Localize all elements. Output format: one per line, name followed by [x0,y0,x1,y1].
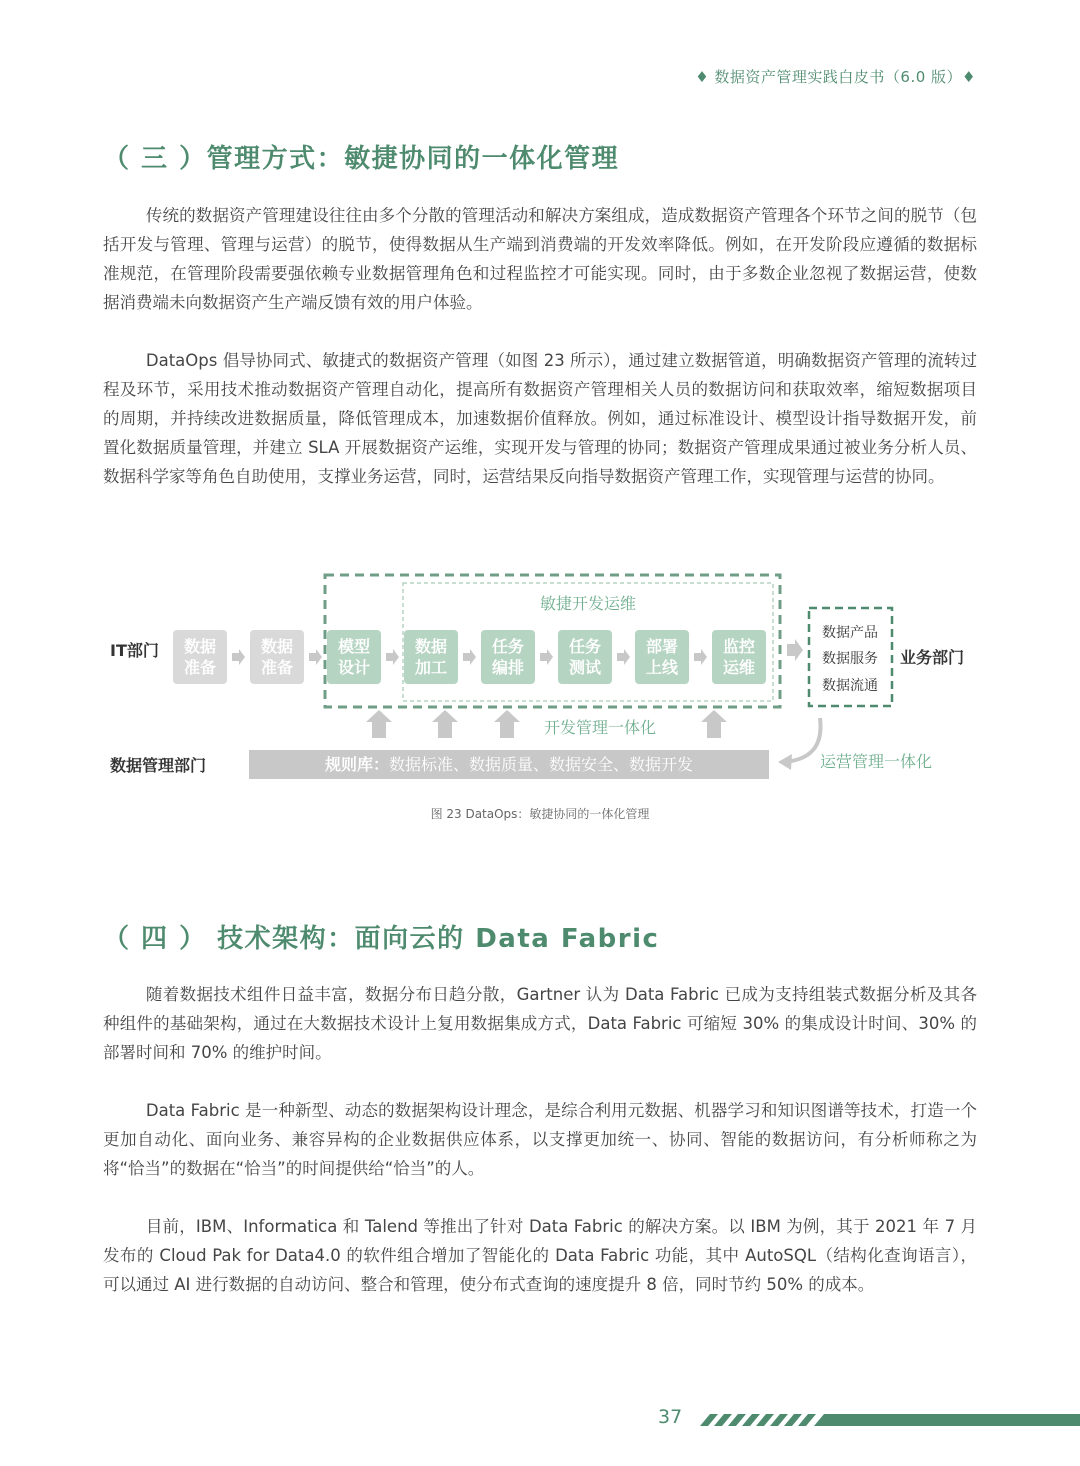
step-label-top: 数据 [183,637,217,656]
flow-arrow-icon [617,649,630,665]
flow-arrow-icon [463,649,476,665]
data-mgmt-dept-label: 数据管理部门 [110,756,207,775]
section3-paragraph-1: 传统的数据资产管理建设往往由多个分散的管理活动和解决方案组成，造成数据资产管理各个环节之间的脱节（包括开发与管理、管理与运营）的脱节，使得数据从生产端到消费端的开发效率降低。例如，在开发阶段应遵循的数据标准规范，在管理阶段需要强依赖专业数据管理角色和过程监控才可能实现。同时，由于多数企业忽视了数据运营，使数据消费端未向数据资产生产端反馈有效的用户体验。 [103,206,977,312]
section4-paragraph-2: Data Fabric 是一种新型、动态的数据架构设计理念，是综合利用元数据、机器学习和知识图谱等技术，打造一个更加自动化、面向业务、兼容异构的企业数据供应体系，以支撑更加统一、协同、智能的数据访问，有分析师称之为将“恰当”的数据在“恰当”的时间提供给“恰当”的人。 [103,1101,977,1178]
step-label-bottom: 运维 [722,658,756,677]
rules-library-text [324,755,693,774]
step-label-bottom: 设计 [337,658,371,677]
step-label-top: 数据 [260,637,294,656]
section-title-3: （ 三 ）管理方式：敏捷协同的一体化管理 [103,144,620,174]
rules-library-prefix: 规则库： [324,755,389,774]
step-label-bottom: 上线 [645,658,679,677]
flow-arrow-icon [386,649,399,665]
figure-caption: 图 23 DataOps：敏捷协同的一体化管理 [430,807,650,821]
flow-arrow-icon [232,649,245,665]
rules-library-items: 数据标准、数据质量、数据安全、数据开发 [389,755,694,774]
step-label-top: 模型 [337,637,371,656]
flow-arrow-icon [694,649,707,665]
up-arrow-icon [701,710,727,738]
step-label-bottom: 加工 [414,658,448,677]
up-arrow-icon [366,710,392,738]
step-label-top: 数据 [414,637,448,656]
output-data-product: 数据产品 [822,625,878,641]
dev-mgmt-integration-label: 开发管理一体化 [543,718,657,737]
step-label-bottom: 准备 [260,658,294,677]
step-label-top: 监控 [722,637,756,656]
section3-paragraph-2: DataOps 倡导协同式、敏捷式的数据资产管理（如图 23 所示），通过建立数据管道，明确数据资产管理的流转过程及环节，采用技术推动数据资产管理自动化，提高所有数据资产管理相关人员的数据访问和获取效率，缩短数据项目的周期，并持续改进数据质量，降低管理成本，加速数据价值释放。例如，通过标准设计、模型设计指导数据开发，前置化数据质量管理，并建立 SLA 开展数据资产运维，实现开发与管理的协同；数据资产管理成果通过被业务分析人员、数据科学家等角色自助使用，支撑业务运营，同时，运营结果反向指导数据资产管理工作，实现管理与运营的协同。 [103,351,977,486]
ops-mgmt-integration-label: 运营管理一体化 [820,752,933,771]
section-title-4: （ 四 ） 技术架构：面向云的 Data Fabric [103,924,660,954]
running-header: ♦ 数据资产管理实践白皮书（6.0 版）♦ [695,68,976,86]
flow-arrow-icon [309,649,322,665]
section4-paragraph-1: 随着数据技术组件日益丰富，数据分布日趋分散，Gartner 认为 Data Fabric 已成为支持组装式数据分析及其各种组件的基础架构，通过在大数据技术设计上复用数据集成方式，Data Fabric 可缩短 30% 的集成设计时间、30% 的部署时间和 70% 的维护时间。 [103,985,977,1062]
ops-curve-arrow [782,718,821,762]
flow-arrow-icon [540,649,553,665]
step-label-bottom: 测试 [568,658,602,677]
ops-curve-arrowhead [778,754,792,770]
up-arrow-icon [432,710,458,738]
step-label-top: 任务 [568,637,602,656]
section4-paragraph-3: 目前，IBM、Informatica 和 Talend 等推出了针对 Data Fabric 的解决方案。以 IBM 为例，其于 2021 年 7 月发布的 Cloud Pak for Data4.0 的软件组合增加了智能化的 Data Fabric 功能，其中 AutoSQL（结构化查询语言），可以通过 AI 进行数据的自动访问、整合和管理，使分布式查询的速度提升 8 倍，同时节约 50% 的成本。 [103,1217,977,1294]
flow-arrow-to-outputs [787,639,803,661]
biz-dept-label: 业务部门 [900,648,965,667]
step-label-bottom: 编排 [491,658,525,677]
step-label-bottom: 准备 [183,658,217,677]
step-label-top: 部署 [645,637,679,656]
page-number: 37 [658,1406,683,1428]
footer-decoration [690,1410,1080,1430]
output-data-circulation: 数据流通 [822,678,878,694]
agile-ops-label: 敏捷开发运维 [539,594,637,613]
step-label-top: 任务 [491,637,525,656]
it-dept-label: IT部门 [110,641,159,660]
output-data-service: 数据服务 [822,651,878,667]
dataops-diagram [0,560,1080,800]
up-arrow-icon [494,710,520,738]
